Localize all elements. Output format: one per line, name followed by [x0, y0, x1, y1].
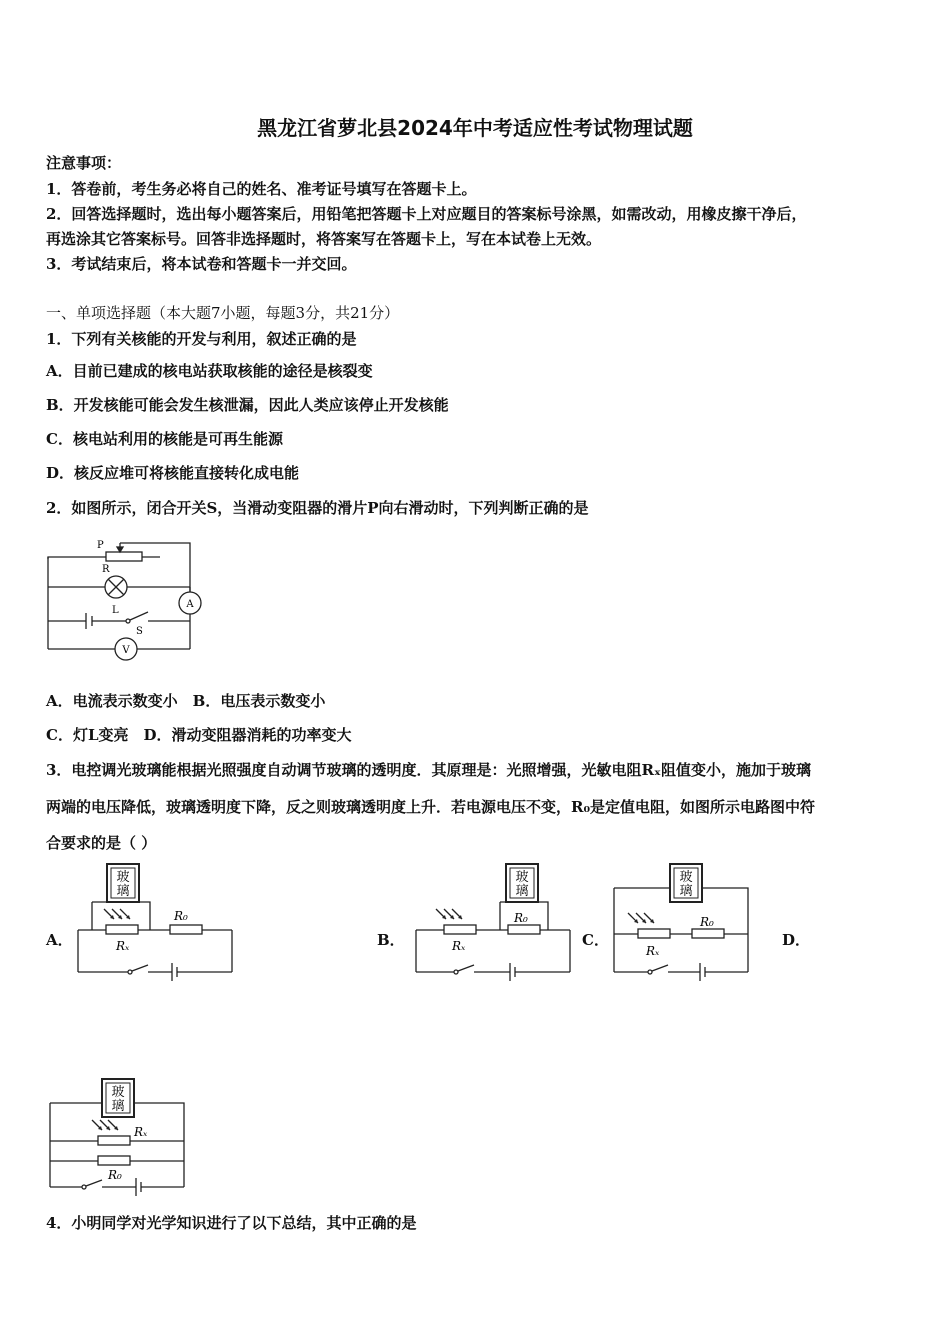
- q1-option-d: D．核反应堆可将核能直接转化成电能: [46, 464, 300, 482]
- glass-char: 玻: [515, 870, 529, 885]
- label-r0: R₀: [174, 909, 188, 923]
- label-rx: Rₓ: [452, 939, 466, 953]
- notice-heading: 注意事项：: [46, 154, 122, 172]
- notice-item: 2．回答选择题时，选出每小题答案后，用铅笔把答题卡上对应题目的答案标号涂黑，如需改动，用橡皮擦干净后，: [46, 205, 807, 223]
- q1-option-b: B．开发核能可能会发生核泄漏，因此人类应该停止开发核能: [46, 396, 449, 414]
- q3-circuit-c: [606, 862, 776, 982]
- q3-option-d-label: D．: [782, 931, 811, 949]
- q2-options-ab: A．电流表示数变小 B．电压表示数变小: [46, 692, 326, 710]
- label-r0: R₀: [514, 911, 528, 925]
- glass-char: 璃: [111, 1099, 125, 1114]
- label-p: P: [97, 540, 104, 551]
- glass-char: 璃: [515, 884, 529, 899]
- glass-char: 玻: [111, 1085, 125, 1100]
- label-rx: Rₓ: [646, 944, 660, 958]
- label-r0: R₀: [108, 1168, 122, 1182]
- q2-stem: 2．如图所示，闭合开关S，当滑动变阻器的滑片P向右滑动时，下列判断正确的是: [46, 499, 589, 517]
- q3-option-a-label: A．: [46, 931, 73, 949]
- q3-circuit-d: [42, 1075, 202, 1200]
- q1-stem: 1．下列有关核能的开发与利用，叙述正确的是: [46, 330, 357, 348]
- glass-char: 玻: [116, 870, 130, 885]
- notice-item: 1．答卷前，考生务必将自己的姓名、准考证号填写在答题卡上。: [46, 180, 477, 198]
- label-r: R: [102, 564, 110, 575]
- q3-circuit-a: [70, 862, 240, 982]
- section-heading: 一、单项选择题（本大题7小题，每题3分，共21分）: [46, 304, 400, 322]
- label-rx: Rₓ: [134, 1125, 148, 1139]
- q1-option-a: A．目前已建成的核电站获取核能的途径是核裂变: [46, 362, 373, 380]
- q4-stem: 4．小明同学对光学知识进行了以下总结，其中正确的是: [46, 1214, 417, 1232]
- label-rx: Rₓ: [116, 939, 130, 953]
- q3-circuit-b: [408, 862, 578, 982]
- glass-char: 璃: [679, 884, 693, 899]
- label-s: S: [136, 626, 143, 637]
- q3-option-c-label: C．: [582, 931, 609, 949]
- q3-stem: 3．电控调光玻璃能根据光照强度自动调节玻璃的透明度．其原理是：光照增强，光敏电阻Rₓ阻值变小，施加于玻璃: [46, 761, 812, 779]
- q1-option-c: C．核电站利用的核能是可再生能源: [46, 430, 283, 448]
- label-r0: R₀: [700, 915, 714, 929]
- page-title: 黑龙江省萝北县2024年中考适应性考试物理试题: [257, 116, 693, 140]
- q3-stem: 合要求的是（ ）: [46, 834, 157, 852]
- q2-options-cd: C．灯L变亮 D．滑动变阻器消耗的功率变大: [46, 726, 352, 744]
- glass-char: 玻: [679, 870, 693, 885]
- q3-option-b-label: B．: [377, 931, 405, 949]
- glass-char: 璃: [116, 884, 130, 899]
- notice-item: 再选涂其它答案标号。回答非选择题时，将答案写在答题卡上，写在本试卷上无效。: [46, 230, 602, 248]
- notice-item: 3．考试结束后，将本试卷和答题卡一并交回。: [46, 255, 357, 273]
- label-l: L: [112, 605, 119, 616]
- q3-stem: 两端的电压降低，玻璃透明度下降，反之则玻璃透明度上升．若电源电压不变，R₀是定值电阻，如图所示电路图中符: [46, 798, 816, 816]
- label-voltmeter: V: [122, 645, 130, 656]
- q2-circuit-diagram: [40, 535, 220, 670]
- label-ammeter: A: [186, 599, 194, 610]
